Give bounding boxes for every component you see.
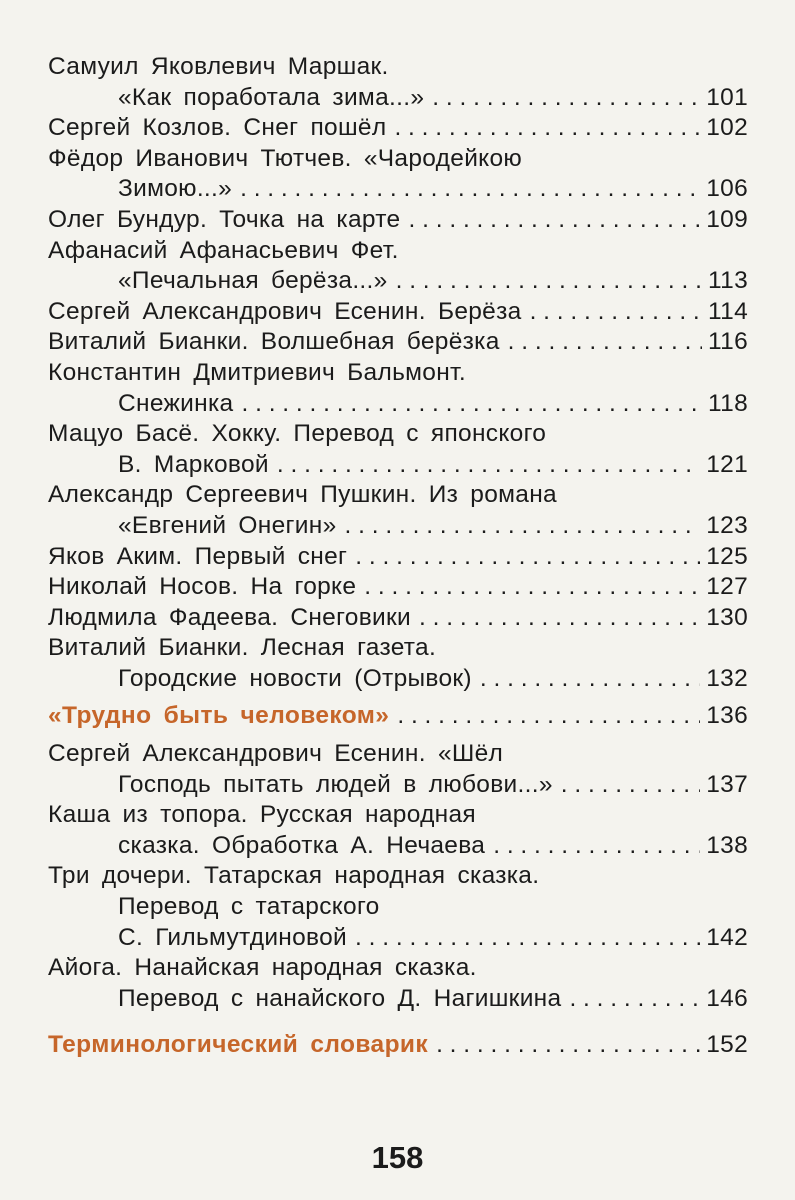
entry-title: «Как поработала зима...»	[118, 83, 425, 111]
toc-entry	[48, 266, 748, 297]
toc-entry	[48, 327, 748, 358]
toc-entry	[48, 450, 748, 481]
dot-leader	[432, 83, 700, 114]
toc-entry	[48, 831, 748, 862]
dot-leader	[508, 327, 702, 358]
toc-entry	[48, 174, 748, 205]
entry-title: Константин Дмитриевич Бальмонт.	[48, 358, 466, 386]
toc-entry	[48, 861, 748, 892]
entry-title: Айога. Нанайская народная сказка.	[48, 954, 477, 982]
entry-page-number: 142	[706, 923, 748, 951]
toc-entry	[48, 572, 748, 603]
toc-entry	[48, 800, 748, 831]
entry-title: Зимою...»	[118, 175, 233, 203]
dot-leader	[396, 266, 702, 297]
toc-entry	[48, 984, 748, 1015]
dot-leader	[277, 450, 700, 481]
dot-leader	[569, 984, 700, 1015]
dot-leader	[480, 664, 700, 695]
entry-page-number: 121	[706, 450, 748, 478]
entry-page-number: 127	[706, 573, 748, 601]
entry-title: «Печальная берёза...»	[118, 267, 388, 295]
section-title: Терминологический словарик	[48, 1031, 429, 1059]
dot-leader	[345, 511, 701, 542]
toc-entry	[48, 144, 748, 175]
entry-title: Людмила Фадеева. Снеговики	[48, 603, 412, 631]
toc-entry	[48, 419, 748, 450]
dot-leader	[408, 205, 700, 236]
entry-page-number: 138	[706, 831, 748, 859]
entry-title: Сергей Александрович Есенин. Берёза	[48, 297, 522, 325]
dot-leader	[397, 701, 700, 732]
toc-entry	[48, 770, 748, 801]
dot-leader	[364, 572, 700, 603]
toc-entry	[48, 83, 748, 114]
entry-title: «Евгений Онегин»	[118, 511, 337, 539]
toc-entry	[48, 297, 748, 328]
toc-entry	[48, 358, 748, 389]
toc-entry	[48, 542, 748, 573]
toc-entry	[48, 953, 748, 984]
entry-title: Снежинка	[118, 389, 234, 417]
entry-page-number: 136	[706, 702, 748, 730]
entry-title: В. Марковой	[118, 450, 269, 478]
entry-title: Александр Сергеевич Пушкин. Из романа	[48, 481, 557, 509]
toc-entry	[48, 205, 748, 236]
entry-title: Олег Бундур. Точка на карте	[48, 205, 401, 233]
entry-page-number: 106	[706, 175, 748, 203]
entry-page-number: 101	[706, 83, 748, 111]
entry-page-number: 132	[706, 664, 748, 692]
entry-title: Сергей Александрович Есенин. «Шёл	[48, 740, 504, 768]
toc-entry	[48, 511, 748, 542]
entry-page-number: 123	[706, 511, 748, 539]
dot-leader	[355, 542, 700, 573]
entry-page-number: 116	[708, 328, 748, 356]
section-title: «Трудно быть человеком»	[48, 702, 390, 730]
entry-title: Фёдор Иванович Тютчев. «Чародейкою	[48, 144, 523, 172]
entry-title: Городские новости (Отрывок)	[118, 664, 472, 692]
dot-leader	[530, 297, 702, 328]
toc-section-heading	[48, 701, 748, 732]
entry-title: Перевод с татарского	[118, 893, 380, 921]
table-of-contents	[48, 52, 748, 1068]
entry-page-number: 113	[708, 267, 748, 295]
toc-entry	[48, 52, 748, 83]
entry-title: Господь пытать людей в любови...»	[118, 770, 553, 798]
entry-page-number: 130	[706, 603, 748, 631]
entry-title: С. Гильмутдиновой	[118, 923, 348, 951]
entry-page-number: 125	[706, 542, 748, 570]
entry-title: сказка. Обработка А. Нечаева	[118, 831, 486, 859]
entry-title: Каша из топора. Русская народная	[48, 801, 476, 829]
entry-title: Самуил Яковлевич Маршак.	[48, 53, 389, 80]
entry-title: Три дочери. Татарская народная сказка.	[48, 862, 540, 890]
entry-page-number: 102	[706, 114, 748, 142]
entry-title: Сергей Козлов. Снег пошёл	[48, 114, 387, 142]
dot-leader	[240, 174, 700, 205]
entry-title: Мацуо Басё. Хокку. Перевод с японского	[48, 420, 547, 448]
page-number: 158	[371, 1140, 424, 1175]
entry-title: Николай Носов. На горке	[48, 573, 357, 601]
entry-page-number: 114	[708, 297, 748, 325]
entry-page-number: 152	[706, 1031, 748, 1059]
entry-title: Перевод с нанайского Д. Нагишкина	[118, 984, 562, 1012]
entry-page-number: 118	[708, 389, 748, 417]
entry-title: Виталий Бианки. Лесная газета.	[48, 634, 437, 662]
toc-entry	[48, 389, 748, 420]
entry-title: Виталий Бианки. Волшебная берёзка	[48, 328, 500, 356]
toc-entry	[48, 480, 748, 511]
entry-title: Афанасий Афанасьевич Фет.	[48, 236, 399, 264]
toc-entry	[48, 633, 748, 664]
dot-leader	[394, 113, 700, 144]
dot-leader	[355, 923, 700, 954]
toc-section-heading	[48, 1030, 748, 1061]
entry-title: Яков Аким. Первый снег	[48, 542, 348, 570]
entry-page-number: 109	[706, 205, 748, 233]
toc-entry	[48, 113, 748, 144]
dot-leader	[241, 389, 702, 420]
dot-leader	[419, 603, 700, 634]
toc-entry	[48, 892, 748, 923]
entry-page-number: 137	[706, 770, 748, 798]
dot-leader	[436, 1030, 700, 1061]
toc-entry	[48, 664, 748, 695]
dot-leader	[561, 770, 700, 801]
toc-entry	[48, 923, 748, 954]
dot-leader	[493, 831, 700, 862]
toc-entry	[48, 603, 748, 634]
toc-entry	[48, 236, 748, 267]
entry-page-number: 146	[706, 984, 748, 1012]
toc-entry	[48, 739, 748, 770]
